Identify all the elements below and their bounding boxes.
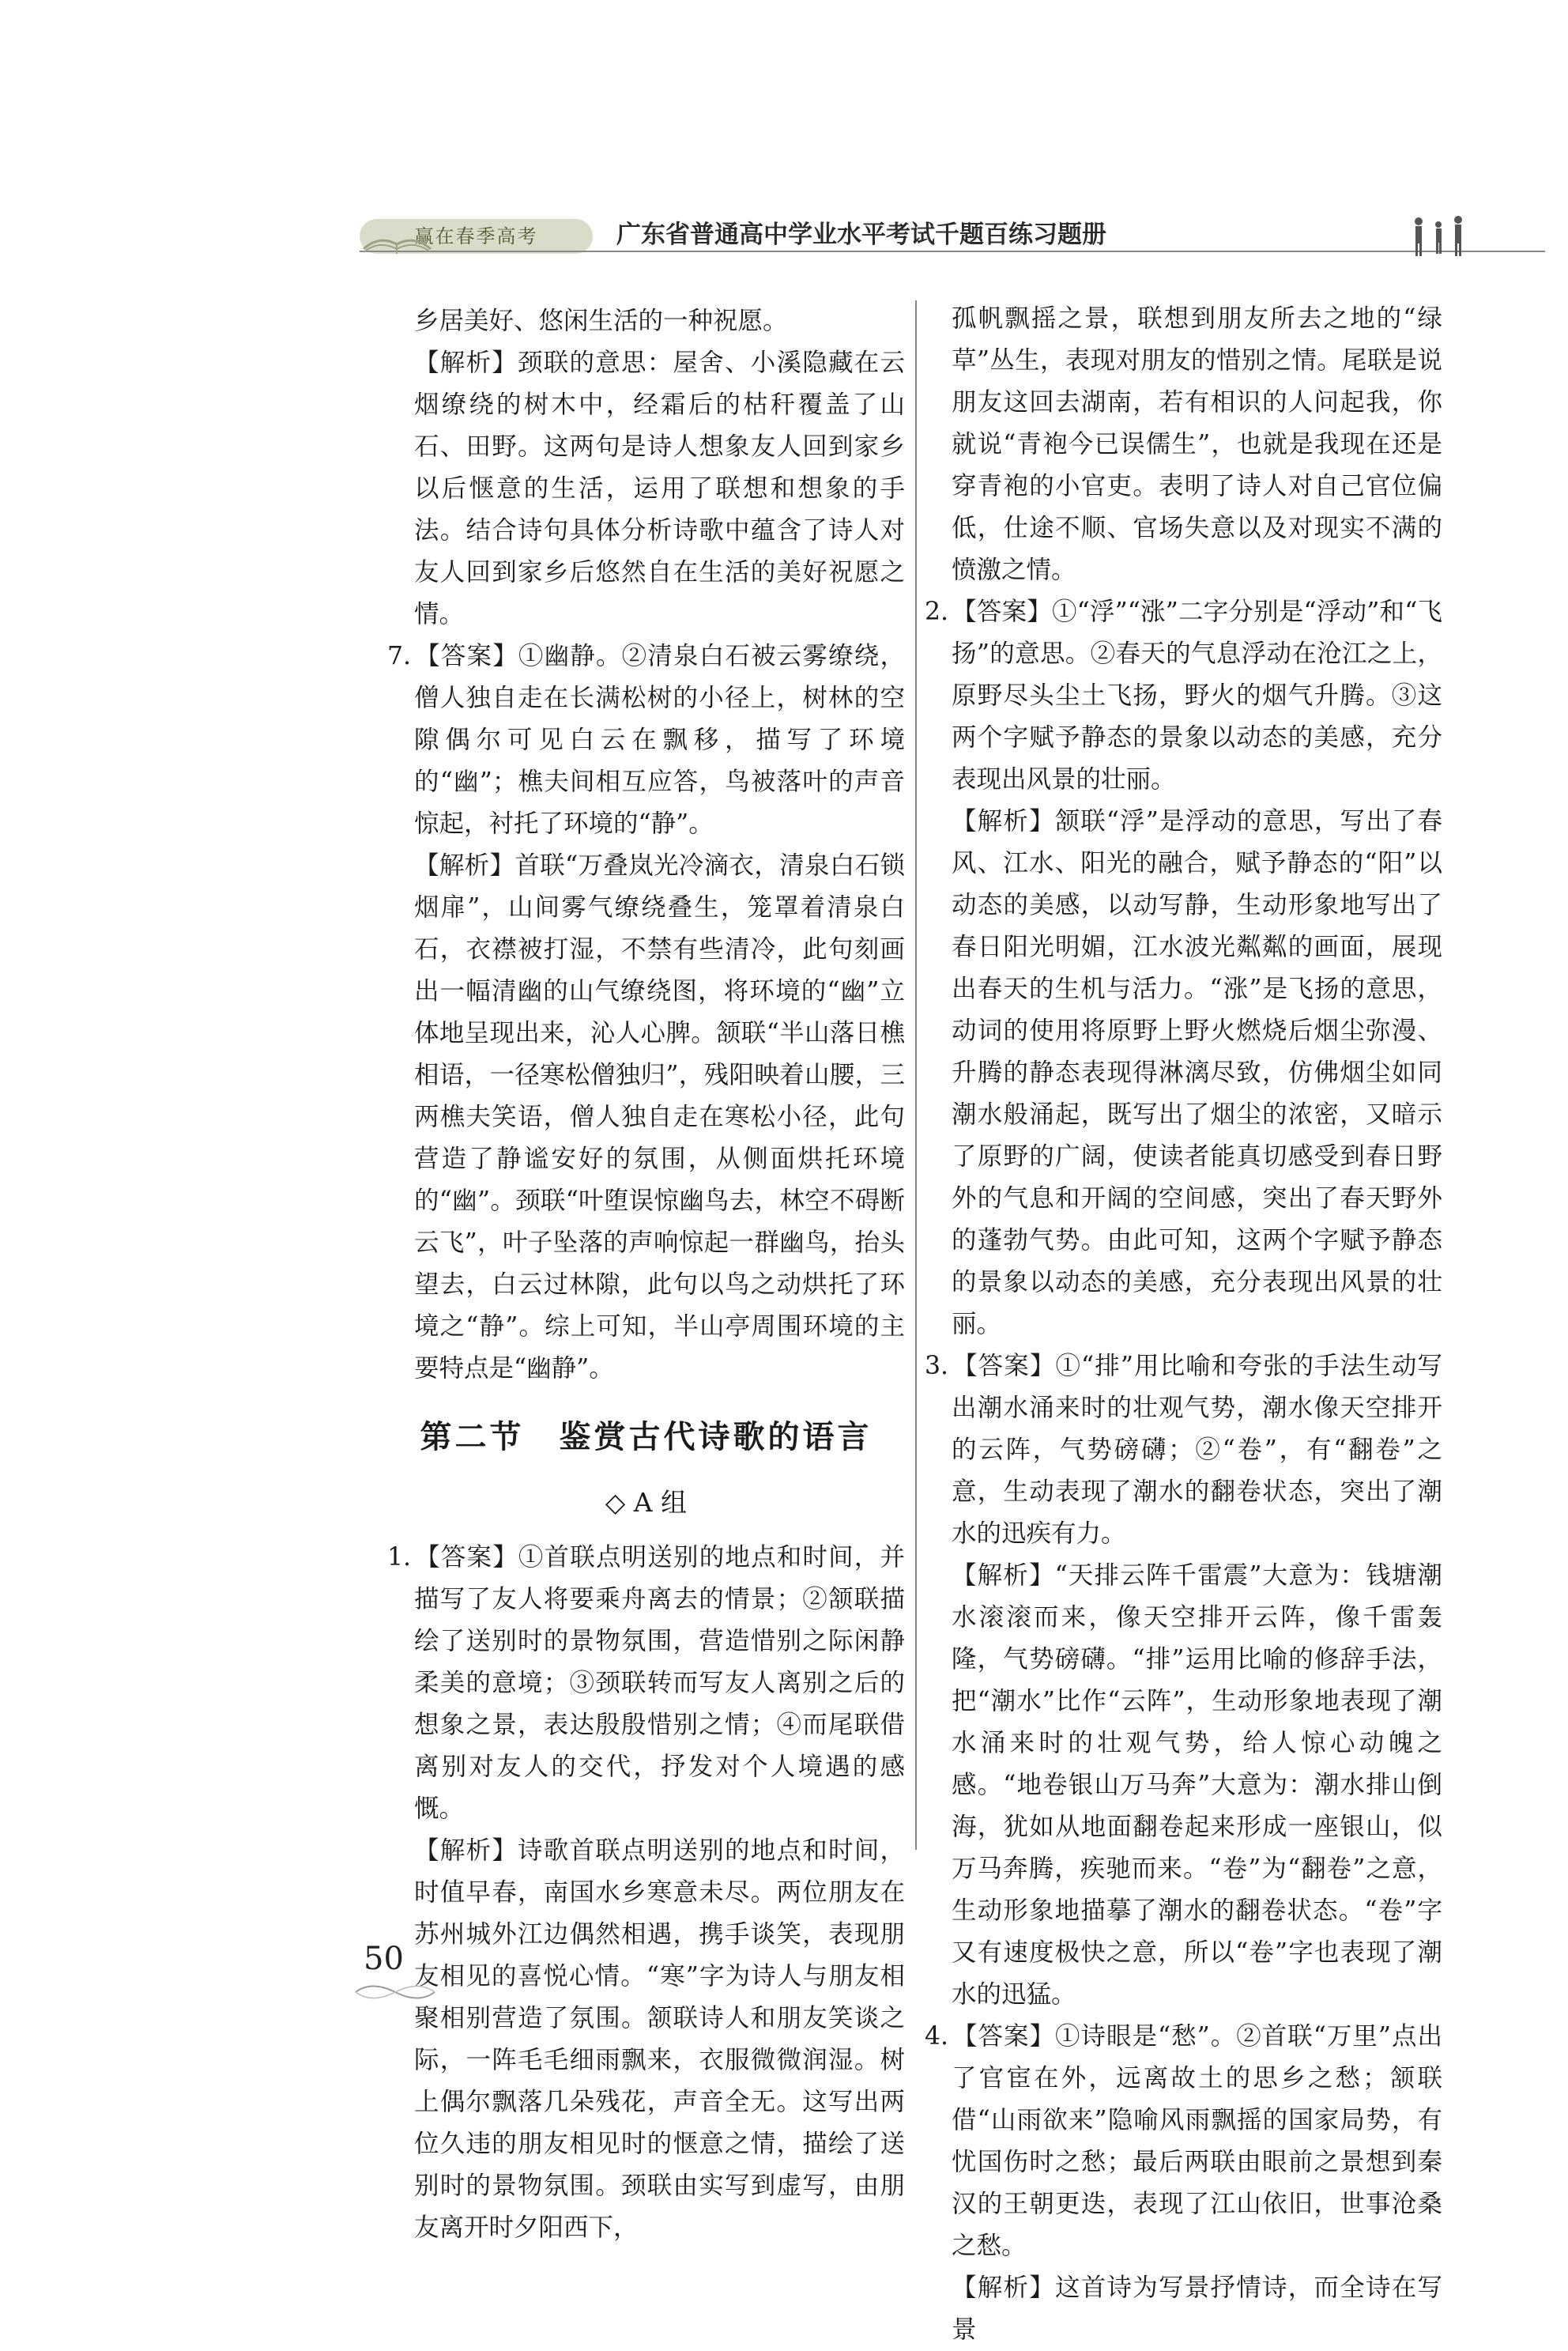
continued-text: 孤帆飘摇之景，联想到朋友所去之地的“绿草”丛生，表现对朋友的惜别之情。尾联是说朋友这回去湖南，若有相识的人问起我，你就说“青袍今已误儒生”，也就是我现在还是穿青袍的小官吏。表明了诗人对自己官位偏低，仕途不顺、官场失意以及对现实不满的愤激之情。	[952, 304, 1442, 584]
answer-text: 【答案】①幽静。②清泉白石被云雾缭绕，僧人独自走在长满松树的小径上，树林的空隙偶尔可见白云在飘移，描写了环境的“幽”；樵夫间相互应答，鸟被落叶的声音惊起，衬托了环境的“静”。	[414, 642, 905, 838]
header-rule	[360, 251, 1545, 252]
group-title: ◇ A 组	[605, 1487, 688, 1518]
flourish-ornament-icon	[352, 1980, 439, 2004]
question-number: 7.	[387, 642, 412, 670]
answer-text: 【答案】①诗眼是“愁”。②首联“万里”点出了官宦在外，远离故土的思乡之愁；颔联借“山雨欲来”隐喻风雨飘摇的国家局势，有忧国伤时之愁；最后两联由眼前之景想到秦汉的王朝更迭，表现了江山依旧，世事沧桑之愁。	[952, 2022, 1442, 2260]
right-column	[925, 298, 1442, 2351]
question-number: 3.	[925, 1352, 949, 1380]
question-3	[925, 1345, 1442, 1555]
question-2	[925, 591, 1442, 801]
walking-people-icon	[1403, 213, 1482, 261]
continued-text: 乡居美好、悠闲生活的一种祝愿。	[414, 307, 788, 335]
book-title: 广东省普通高中学业水平考试千题百练习题册	[616, 221, 1106, 249]
question-7	[387, 636, 905, 845]
question-4	[925, 2016, 1442, 2267]
series-badge: 赢在春季高考	[360, 219, 593, 254]
analysis-text: 【解析】颈联的意思：屋舍、小溪隐藏在云烟缭绕的树木中，经霜后的枯秆覆盖了山石、田野。这两句是诗人想象友人回到家乡以后惬意的生活，运用了联想和想象的手法。结合诗句具体分析诗歌中蕴含了诗人对友人回到家乡后悠然自在生活的美好祝愿之情。	[414, 349, 905, 628]
answer-text: 【答案】①“浮”“涨”二字分别是“浮动”和“飞扬”的意思。②春天的气息浮动在沧江之上，原野尽头尘土飞扬，野火的烟气升腾。③这两个字赋予静态的景象以动态的美感，充分表现出风景的壮丽。	[952, 598, 1442, 794]
analysis-text: 【解析】这首诗为写景抒情诗，而全诗在写景	[952, 2274, 1442, 2344]
left-column	[387, 300, 905, 2249]
column-divider	[915, 300, 917, 1850]
question-number: 2.	[925, 598, 949, 626]
answer-text: 【答案】①首联点明送别的地点和时间，并描写了友人将要乘舟离去的情景；②颔联描绘了送别时的景物氛围，营造惜别之际闲静柔美的意境；③颈联转而写友人离别之后的想象之景，表达殷殷惜别之情；④而尾联借离别对友人的交代，抒发对个人境遇的感慨。	[414, 1543, 905, 1823]
question-number: 4.	[925, 2022, 949, 2051]
analysis-text: 【解析】诗歌首联点明送别的地点和时间，时值早春，南国水乡寒意未尽。两位朋友在苏州城外江边偶然相遇，携手谈笑，表现朋友相见的喜悦心情。“寒”字为诗人与朋友相聚相别营造了氛围。颔联诗人和朋友笑谈之际，一阵毛毛细雨飘来，衣服微微润湿。树上偶尔飘落几朵残花，声音全无。这写出两位久违的朋友相见时的惬意之情，描绘了送别时的景物氛围。颈联由实写到虚写，由朋友离开时夕阳西下，	[414, 1836, 905, 2242]
analysis-text: 【解析】首联“万叠岚光冷滴衣，清泉白石锁烟扉”，山间雾气缭绕叠生，笼罩着清泉白石，衣襟被打湿，不禁有些清冷，此句刻画出一幅清幽的山气缭绕图，将环境的“幽”立体地呈现出来，沁人心脾。颔联“半山落日樵相语，一径寒松僧独归”，残阳映着山腰，三两樵夫笑语，僧人独自走在寒松小径，此句营造了静谧安好的氛围，从侧面烘托环境的“幽”。颈联“叶堕误惊幽鸟去，林空不碍断云飞”，叶子坠落的声响惊起一群幽鸟，抬头望去，白云过林隙，此句以鸟之动烘托了环境之“静”。综上可知，半山亭周围环境的主要特点是“幽静”。	[414, 851, 905, 1383]
question-1	[387, 1537, 905, 1830]
open-book-icon	[360, 217, 435, 257]
running-header	[360, 202, 1545, 265]
question-number: 1.	[387, 1543, 412, 1572]
analysis-text: 【解析】颔联“浮”是浮动的意思，写出了春风、江水、阳光的融合，赋予静态的“阳”以动态的美感，以动写静，生动形象地写出了春日阳光明媚，江水波光粼粼的画面，展现出春天的生机与活力。“涨”是飞扬的意思，动词的使用将原野上野火燃烧后烟尘弥漫、升腾的静态表现得淋漓尽致，仿佛烟尘如同潮水般涌起，既写出了烟尘的浓密，又暗示了原野的广阔，使读者能真切感受到春日野外的气息和开阔的空间感，突出了春天野外的蓬勃气势。由此可知，这两个字赋予静态的景象以动态的美感，充分表现出风景的壮丽。	[952, 807, 1442, 1338]
page-number: 50	[364, 1941, 404, 1977]
analysis-text: 【解析】“天排云阵千雷震”大意为：钱塘潮水滚滚而来，像天空排开云阵，像千雷轰隆，气势磅礴。“排”运用比喻的修辞手法，把“潮水”比作“云阵”，生动形象地表现了潮水涌来时的壮观气势，给人惊心动魄之感。“地卷银山万马奔”大意为：潮水排山倒海，犹如从地面翻卷起来形成一座银山，似万马奔腾，疾驰而来。“卷”为“翻卷”之意，生动形象地描摹了潮水的翻卷状态。“卷”字又有速度极快之意，所以“卷”字也表现了潮水的迅猛。	[952, 1561, 1442, 2009]
section-title: 第二节 鉴赏古代诗歌的语言	[420, 1419, 873, 1455]
answer-text: 【答案】①“排”用比喻和夸张的手法生动写出潮水涌来时的壮观气势，潮水像天空排开的云阵，气势磅礴；②“卷”，有“翻卷”之意，生动表现了潮水的翻卷状态，突出了潮水的迅疾有力。	[952, 1352, 1442, 1548]
